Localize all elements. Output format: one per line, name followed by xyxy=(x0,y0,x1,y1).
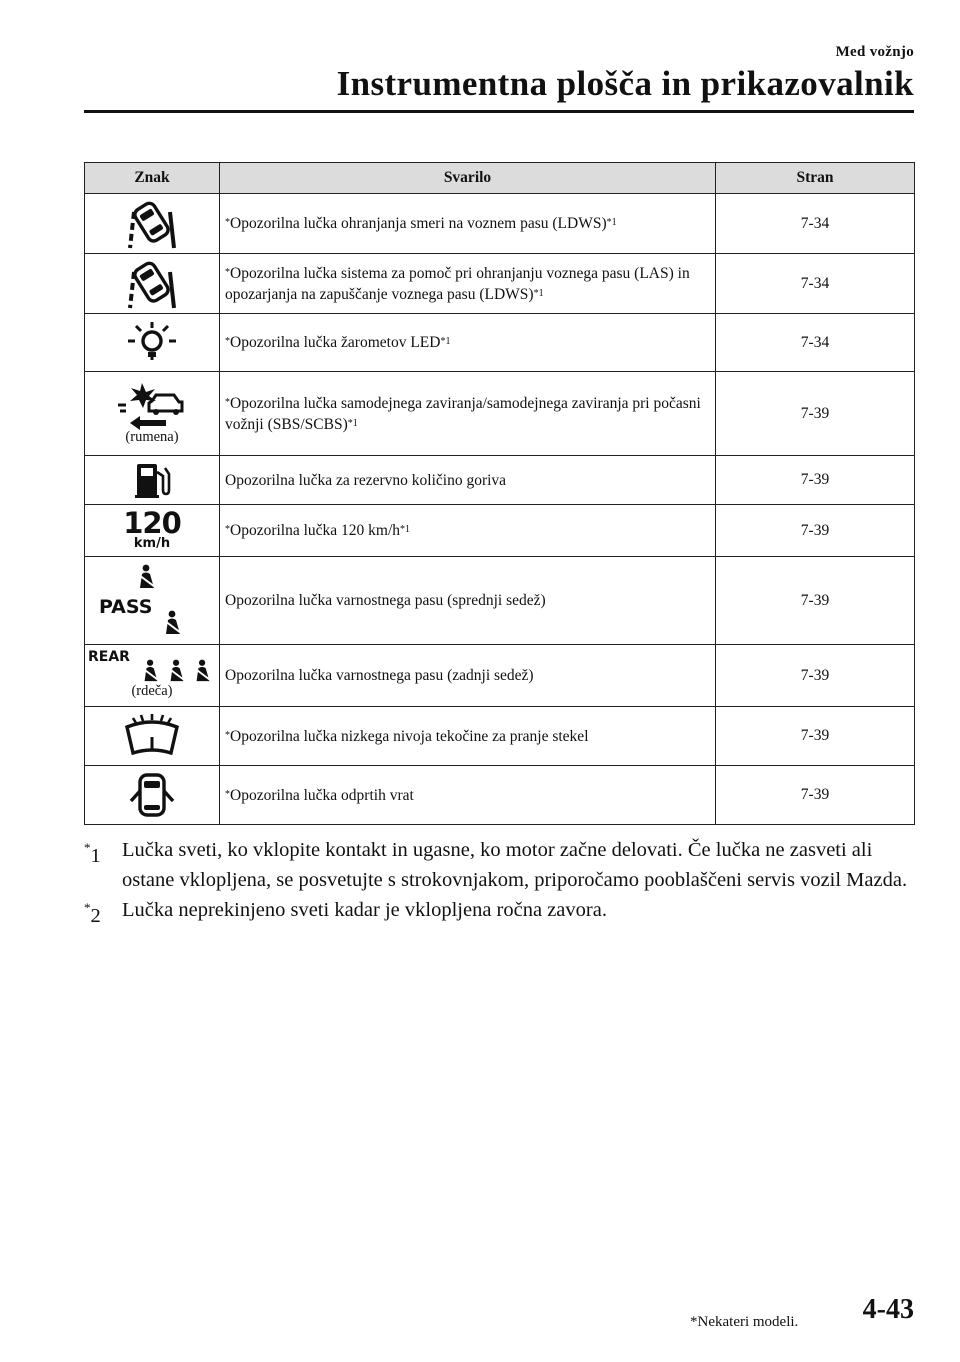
description-cell xyxy=(220,456,716,505)
header-divider xyxy=(84,110,914,113)
led-headlight-icon xyxy=(124,320,180,366)
footnote-marker: *1 xyxy=(84,840,101,867)
warning-lights-table xyxy=(84,162,915,825)
section-title: Med vožnjo xyxy=(835,44,914,60)
row-description: Opozorilna lučka nizkega nivoja tekočine za pranje stekel xyxy=(230,727,589,745)
table-row xyxy=(85,456,915,505)
row-description: Opozorilna lučka žarometov LED xyxy=(230,334,441,351)
footnote xyxy=(84,895,914,925)
note-marker: *1 xyxy=(440,336,451,347)
table-row xyxy=(85,254,915,314)
row-description: Opozorilna lučka sistema za pomoč pri ohranjanju voznega pasu (LAS) in opozarjanja na zapuščanje voznega pasu (LDWS) xyxy=(225,264,690,303)
note-marker: *1 xyxy=(606,217,617,228)
symbol-cell xyxy=(85,707,220,766)
table-row xyxy=(85,707,915,766)
seat-belt-person-icon xyxy=(161,610,185,636)
row-description: Opozorilna lučka varnostnega pasu (sprednji sedež) xyxy=(225,592,546,609)
table-row xyxy=(85,766,915,825)
description-cell: *Opozorilna lučka sistema za pomoč pri ohranjanju voznega pasu (LAS) in opozarjanja na zapuščanje voznega pasu (LDWS)$^{*1}$ xyxy=(220,254,716,314)
page-ref: 7-34 xyxy=(716,194,915,254)
symbol-cell xyxy=(85,314,220,372)
speed-120-icon-unit: km/h xyxy=(133,536,171,551)
description-cell: *Opozorilna lučka samodejnega zaviranja/samodejnega zaviranja pri počasni vožnji (SBS/SCBS)$^{*1}$ xyxy=(220,372,716,456)
row-description: Opozorilna lučka odprtih vrat xyxy=(230,786,414,804)
page-ref: 7-39 xyxy=(716,766,915,825)
seat-belt-rear-icon xyxy=(88,651,216,685)
table-row xyxy=(85,645,915,707)
column-header-warning: Svarilo xyxy=(220,163,716,194)
seat-belt-person-icon xyxy=(192,659,214,683)
seat-belt-person-icon xyxy=(135,564,159,590)
symbol-cell xyxy=(85,456,220,505)
fuel-pump-icon xyxy=(133,460,171,500)
page-ref: 7-39 xyxy=(716,456,915,505)
table-row xyxy=(85,194,915,254)
smart-brake-icon xyxy=(116,381,188,431)
description-cell xyxy=(220,645,716,707)
page-number: 4-43 xyxy=(862,1294,914,1325)
footnotes xyxy=(84,835,914,925)
speed-120-icon xyxy=(123,506,181,551)
symbol-cell xyxy=(85,505,220,557)
washer-fluid-icon xyxy=(121,713,183,759)
footnote-text: Lučka neprekinjeno sveti kadar je vklopljena ročna zavora. xyxy=(122,899,607,921)
row-description: Opozorilna lučka 120 km/h xyxy=(230,522,401,539)
table-header-row xyxy=(85,163,915,194)
page-ref: 7-39 xyxy=(716,372,915,456)
table-row xyxy=(85,505,915,557)
speed-120-icon-number: 120 xyxy=(123,506,181,540)
page-ref: 7-39 xyxy=(716,557,915,645)
lane-departure-icon xyxy=(125,198,179,250)
page-ref: 7-34 xyxy=(716,254,915,314)
description-cell: *Opozorilna lučka žarometov LED$^{*1}$ xyxy=(220,314,716,372)
footnote-marker: *2 xyxy=(84,900,101,927)
symbol-caption: (rdeča) xyxy=(131,683,173,699)
seat-belt-person-icon xyxy=(140,659,162,683)
lane-keep-assist-icon xyxy=(125,258,179,310)
description-cell xyxy=(220,557,716,645)
symbol-cell xyxy=(85,194,220,254)
footnote xyxy=(84,835,914,895)
row-description: Opozorilna lučka samodejnega zaviranja/samodejnega zaviranja pri počasni vožnji (SBS/SCBS) xyxy=(225,394,701,433)
row-description: Opozorilna lučka varnostnega pasu (zadnji sedež) xyxy=(225,667,534,684)
page-ref: 7-34 xyxy=(716,314,915,372)
symbol-cell xyxy=(85,254,220,314)
page-ref: 7-39 xyxy=(716,707,915,766)
description-cell: *Opozorilna lučka odprtih vrat xyxy=(220,766,716,825)
seat-belt-person-icon xyxy=(166,659,188,683)
row-description: Opozorilna lučka za rezervno količino goriva xyxy=(225,471,507,489)
description-cell: *Opozorilna lučka 120 $km/h^{*1}$ xyxy=(220,505,716,557)
column-header-symbol: Znak xyxy=(85,163,220,194)
column-header-page: Stran xyxy=(716,163,915,194)
footer-note: *Nekateri modeli. xyxy=(690,1314,799,1330)
rear-label: REAR xyxy=(88,649,130,665)
footnote-text: Lučka sveti, ko vklopite kontakt in ugasne, ko motor začne delovati. Če lučka ne zasveti ali ostane vklopljena, se posvetujte s strokovnjakom, priporočamo pooblaščeni servis vozil Mazda. xyxy=(122,839,908,891)
description-cell: *Opozorilna lučka ohranjanja smeri na voznem pasu (LDWS)$^{*1}$ xyxy=(220,194,716,254)
note-marker: *1 xyxy=(533,287,544,299)
page-ref: 7-39 xyxy=(716,505,915,557)
table-row xyxy=(85,372,915,456)
symbol-cell xyxy=(85,645,220,707)
pass-label: PASS xyxy=(99,595,153,618)
symbol-cell xyxy=(85,766,220,825)
symbol-caption: (rumena) xyxy=(125,429,179,445)
symbol-cell xyxy=(85,557,220,645)
table-row xyxy=(85,314,915,372)
symbol-cell xyxy=(85,372,220,456)
page-ref: 7-39 xyxy=(716,645,915,707)
page-title: Instrumentna plošča in prikazovalnik xyxy=(336,64,914,103)
table-row xyxy=(85,557,915,645)
row-description: Opozorilna lučka ohranjanja smeri na voznem pasu (LDWS) xyxy=(230,215,607,232)
seat-belt-front-icon xyxy=(97,562,207,640)
note-marker: *1 xyxy=(400,524,411,535)
door-open-icon xyxy=(127,771,177,819)
description-cell: *Opozorilna lučka nizkega nivoja tekočine za pranje stekel xyxy=(220,707,716,766)
note-marker: *1 xyxy=(347,417,358,429)
